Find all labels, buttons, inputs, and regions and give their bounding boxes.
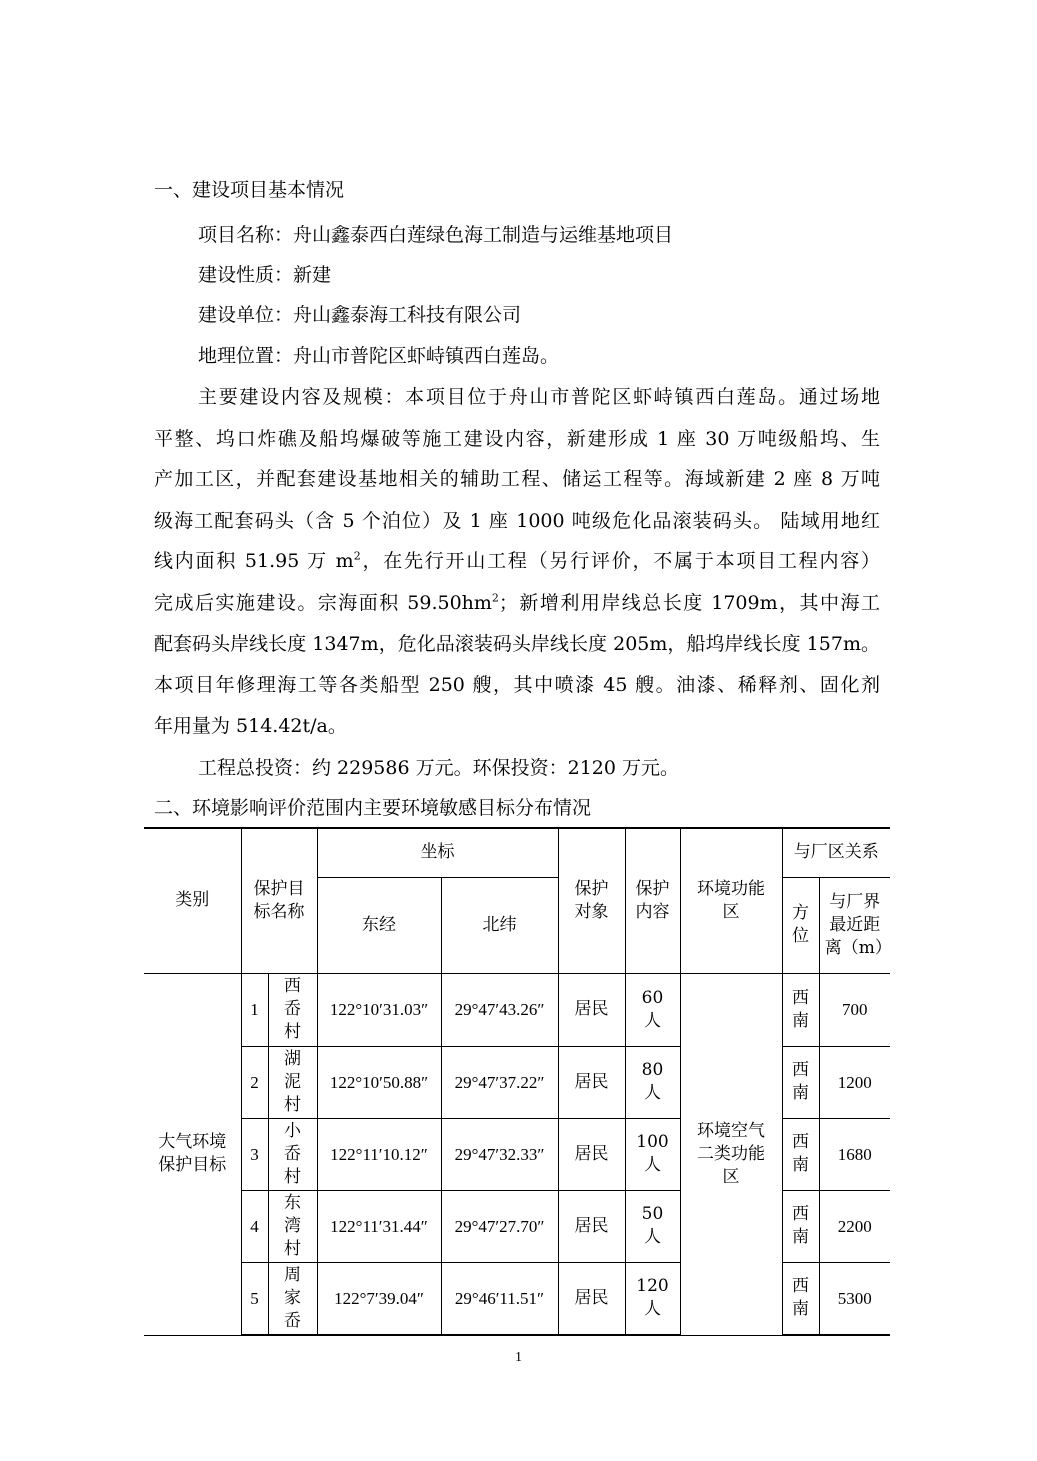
header-east: 东经 <box>317 877 441 973</box>
scope-line-5 <box>154 550 880 572</box>
target-name: 湖泥村 <box>268 1046 317 1118</box>
investment: 工程总投资：约 229586 万元。环保投资：2120 万元。 <box>198 757 680 779</box>
north-latitude: 29°47′43.26″ <box>441 973 558 1046</box>
target-name: 西岙村 <box>268 973 317 1046</box>
protected-content: 100人 <box>625 1118 680 1190</box>
scope-line-6 <box>154 592 880 614</box>
protected-object: 居民 <box>558 1118 625 1190</box>
protected-content: 80人 <box>625 1046 680 1118</box>
scope-line-6a: 完成后实施建设。宗海面积 59.50hm <box>154 592 492 614</box>
scope-line-5b: ，在先行开山工程（另行评价，不属于本项目工程内容） <box>360 550 880 572</box>
row-number: 2 <box>241 1046 268 1118</box>
east-longitude: 122°10′50.88″ <box>317 1046 441 1118</box>
protected-object: 居民 <box>558 1262 625 1335</box>
construction-nature: 建设性质：新建 <box>198 264 332 286</box>
direction: 西南 <box>782 973 819 1046</box>
east-longitude: 122°7′39.04″ <box>317 1262 441 1335</box>
section-heading-sensitive-targets: 二、环境影响评价范围内主要环境敏感目标分布情况 <box>154 797 592 819</box>
row-number: 3 <box>241 1118 268 1190</box>
distance: 1680 <box>819 1118 890 1190</box>
distance: 2200 <box>819 1190 890 1262</box>
sensitive-targets-table <box>144 827 890 1336</box>
scope-line-7: 配套码头岸线长度 1347m，危化品滚装码头岸线长度 205m，船坞岸线长度 157m。 <box>154 633 880 655</box>
zone-cell: 环境空气二类功能区 <box>680 973 782 1335</box>
north-latitude: 29°47′32.33″ <box>441 1118 558 1190</box>
superscript-2a: 2 <box>353 549 361 563</box>
east-longitude: 122°10′31.03″ <box>317 973 441 1046</box>
header-object: 保护对象 <box>558 828 625 973</box>
geographic-location: 地理位置：舟山市普陀区虾峙镇西白莲岛。 <box>198 345 560 367</box>
scope-line-1: 主要建设内容及规模：本项目位于舟山市普陀区虾峙镇西白莲岛。通过场地 <box>198 386 880 408</box>
protected-content: 60人 <box>625 973 680 1046</box>
north-latitude: 29°47′27.70″ <box>441 1190 558 1262</box>
distance: 5300 <box>819 1262 890 1335</box>
direction: 西南 <box>782 1118 819 1190</box>
row-number: 1 <box>241 973 268 1046</box>
page-number: 1 <box>515 1350 522 1365</box>
superscript-2b: 2 <box>491 591 499 605</box>
direction: 西南 <box>782 1190 819 1262</box>
header-relation: 与厂区关系 <box>782 828 890 877</box>
east-longitude: 122°11′10.12″ <box>317 1118 441 1190</box>
direction: 西南 <box>782 1046 819 1118</box>
header-coordinates: 坐标 <box>317 828 558 877</box>
protected-object: 居民 <box>558 1190 625 1262</box>
distance: 700 <box>819 973 890 1046</box>
header-zone: 环境功能区 <box>680 828 782 973</box>
scope-line-8: 本项目年修理海工等各类船型 250 艘，其中喷漆 45 艘。油漆、稀释剂、固化剂 <box>154 674 880 696</box>
protected-object: 居民 <box>558 973 625 1046</box>
target-name: 周家岙 <box>268 1262 317 1335</box>
header-direction: 方位 <box>782 877 819 973</box>
protected-content: 120人 <box>625 1262 680 1335</box>
direction: 西南 <box>782 1262 819 1335</box>
scope-line-5a: 线内面积 51.95 万 m <box>154 550 354 572</box>
category-cell: 大气环境保护目标 <box>144 973 241 1335</box>
distance: 1200 <box>819 1046 890 1118</box>
section-heading-basic-info: 一、建设项目基本情况 <box>154 179 345 201</box>
table-row <box>144 973 890 1046</box>
header-north: 北纬 <box>441 877 558 973</box>
project-name: 项目名称：舟山鑫泰西白莲绿色海工制造与运维基地项目 <box>198 224 674 246</box>
scope-line-6b: ；新增利用岸线总长度 1709m，其中海工 <box>498 592 880 614</box>
target-name: 东湾村 <box>268 1190 317 1262</box>
scope-line-3: 产加工区，并配套建设基地相关的辅助工程、储运工程等。海域新建 2 座 8 万吨 <box>154 468 880 490</box>
header-category: 类别 <box>144 828 241 973</box>
header-target-name: 保护目标名称 <box>241 828 317 973</box>
scope-line-9: 年用量为 514.42t/a。 <box>154 715 347 737</box>
header-content: 保护内容 <box>625 828 680 973</box>
scope-line-2: 平整、坞口炸礁及船坞爆破等施工建设内容，新建形成 1 座 30 万吨级船坞、生 <box>154 428 880 450</box>
east-longitude: 122°11′31.44″ <box>317 1190 441 1262</box>
north-latitude: 29°46′11.51″ <box>441 1262 558 1335</box>
row-number: 5 <box>241 1262 268 1335</box>
target-name: 小岙村 <box>268 1118 317 1190</box>
construction-unit: 建设单位：舟山鑫泰海工科技有限公司 <box>198 304 522 326</box>
scope-line-4: 级海工配套码头（含 5 个泊位）及 1 座 1000 吨级危化品滚装码头。 陆域用地红 <box>154 510 880 532</box>
protected-object: 居民 <box>558 1046 625 1118</box>
row-number: 4 <box>241 1190 268 1262</box>
header-distance: 与厂界最近距离（m） <box>819 877 890 973</box>
north-latitude: 29°47′37.22″ <box>441 1046 558 1118</box>
protected-content: 50人 <box>625 1190 680 1262</box>
